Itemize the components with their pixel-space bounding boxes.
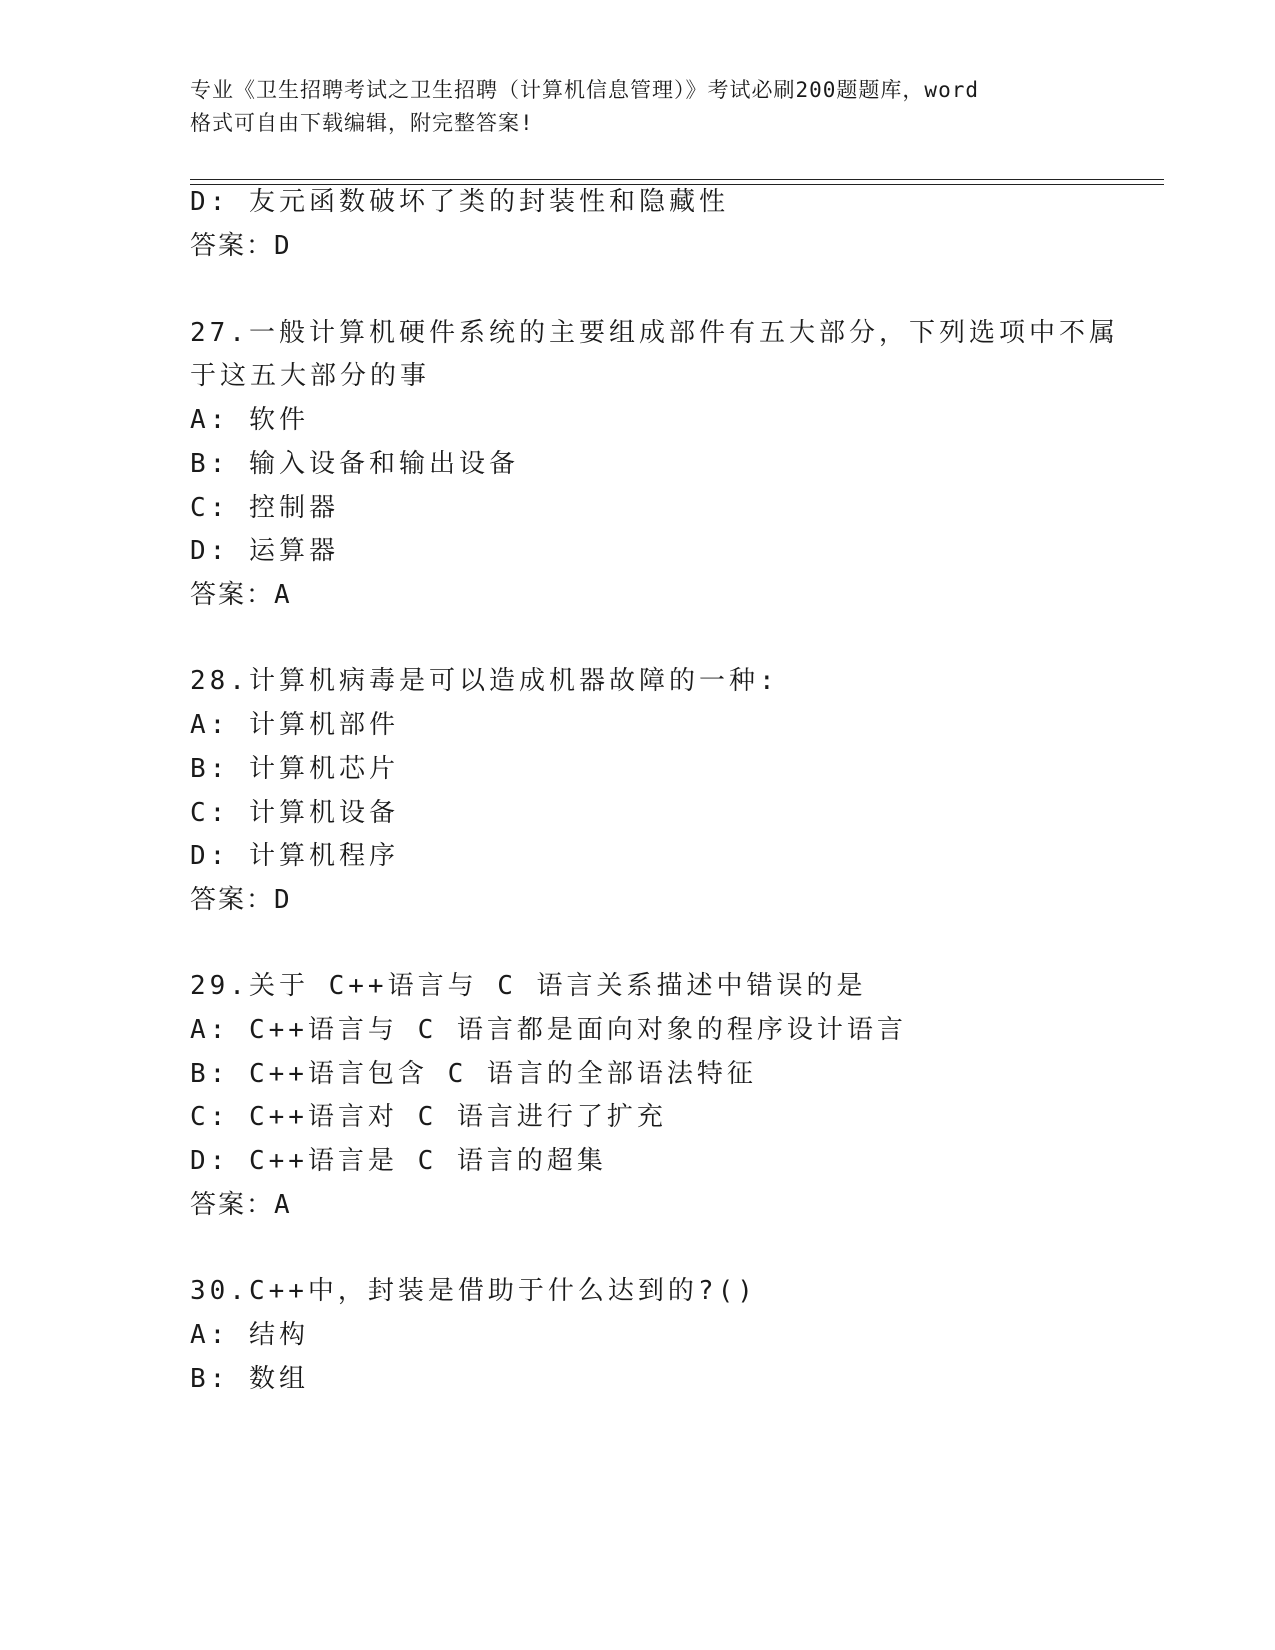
q27-option-b: B: 输入设备和输出设备 bbox=[190, 449, 519, 479]
q29-answer: 答案：A bbox=[190, 1190, 292, 1220]
q29-option-d: D: C++语言是 C 语言的超集 bbox=[190, 1146, 607, 1176]
q27-option-a: A: 软件 bbox=[190, 405, 309, 435]
q29-option-c: C: C++语言对 C 语言进行了扩充 bbox=[190, 1102, 667, 1132]
prev-answer: 答案：D bbox=[190, 231, 292, 261]
prev-option-d: D: 友元函数破坏了类的封装性和隐藏性 bbox=[190, 187, 729, 217]
q28-answer: 答案：D bbox=[190, 885, 292, 915]
q30-stem: 30.C++中，封装是借助于什么达到的?() bbox=[190, 1276, 757, 1306]
q28-option-b: B: 计算机芯片 bbox=[190, 754, 399, 784]
q28-option-a: A: 计算机部件 bbox=[190, 710, 399, 740]
header-title-line-2: 格式可自由下载编辑，附完整答案! bbox=[190, 111, 534, 135]
q29-option-a: A: C++语言与 C 语言都是面向对象的程序设计语言 bbox=[190, 1015, 907, 1045]
document-header bbox=[190, 74, 1090, 140]
header-title-line-1: 专业《卫生招聘考试之卫生招聘（计算机信息管理）》考试必刷200题题库，word bbox=[190, 78, 979, 102]
header-divider-top bbox=[190, 179, 1164, 180]
q28-stem: 28.计算机病毒是可以造成机器故障的一种: bbox=[190, 666, 779, 696]
q28-option-c: C: 计算机设备 bbox=[190, 798, 399, 828]
q30-option-b: B: 数组 bbox=[190, 1364, 309, 1394]
q27-stem-line-2: 于这五大部分的事 bbox=[190, 361, 431, 391]
q28-option-d: D: 计算机程序 bbox=[190, 841, 399, 871]
q27-answer: 答案：A bbox=[190, 580, 292, 610]
q30-option-a: A: 结构 bbox=[190, 1320, 309, 1350]
q27-option-c: C: 控制器 bbox=[190, 493, 339, 523]
q29-option-b: B: C++语言包含 C 语言的全部语法特征 bbox=[190, 1059, 757, 1089]
q27-option-d: D: 运算器 bbox=[190, 536, 339, 566]
q27-stem-line-1: 27.一般计算机硬件系统的主要组成部件有五大部分，下列选项中不属 bbox=[190, 318, 1119, 348]
q29-stem: 29.关于 C++语言与 C 语言关系描述中错误的是 bbox=[190, 971, 867, 1001]
